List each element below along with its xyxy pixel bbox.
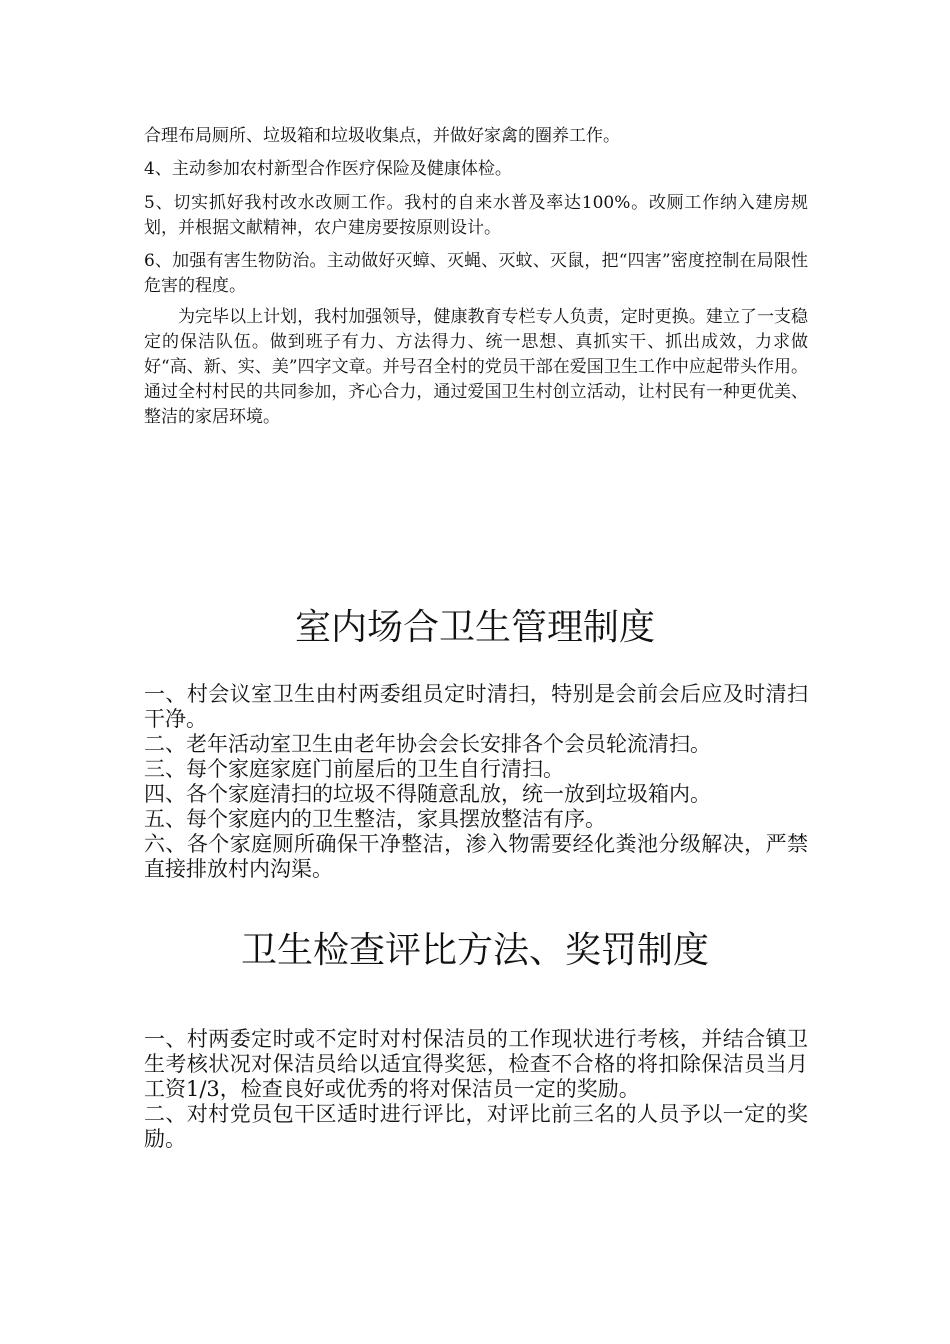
rule-item-3: 三、每个家庭家庭门前屋后的卫生自行清扫。: [144, 757, 564, 781]
rule-item-1: 一、村会议室卫生由村两委组员定时清扫，特别是会前会后应及时清扫干净。: [144, 682, 808, 731]
rule-item-6: 六、各个家庭厕所确保干净整洁，渗入物需要经化粪池分级解决，严禁直接排放村内沟渠。: [144, 832, 808, 881]
intro-item-6: 6、加强有害生物防治。主动做好灭蟑、灭蝇、灭蚊、灭鼠，把“四害”密度控制在局限性危害的程度。: [144, 251, 808, 296]
intro-paragraph-1: 合理布局厕所、垃圾箱和垃圾收集点，并做好家禽的圈养工作。: [144, 126, 620, 146]
intro-summary-paragraph: 为完毕以上计划，我村加强领导，健康教育专栏专人负责，定时更换。建立了一支稳定的保洁队伍。做到班子有力、方法得力、统一思想、真抓实干、抓出成效，力求做好“高、新、实、美”四字文章。并号召全村的党员干部在爱国卫生工作中应起带头作用。通过全村村民的共同参加，齐心合力，通过爱国卫生村创立活动，让村民有一种更优美、整洁的家居环境。: [144, 307, 808, 427]
intro-item-5: 5、切实抓好我村改水改厕工作。我村的自来水普及率达100%。改厕工作纳入建房规划，并根据文献精神，农户建房要按原则设计。: [144, 193, 808, 238]
section-title-indoor-hygiene: 室内场合卫生管理制度: [294, 607, 655, 648]
reward-item-2: 二、对村党员包干区适时进行评比，对评比前三名的人员予以一定的奖励。: [144, 1102, 808, 1151]
intro-item-4: 4、主动参加农村新型合作医疗保险及健康体检。: [144, 159, 512, 179]
section-title-inspection-rewards: 卫生检查评比方法、奖罚制度: [240, 930, 709, 971]
reward-item-1: 一、村两委定时或不定时对村保洁员的工作现状进行考核，并结合镇卫生考核状况对保洁员给以适宜得奖惩，检查不合格的将扣除保洁员当月工资1/3，检查良好或优秀的将对保洁员一定的奖励。: [144, 1027, 808, 1101]
inspection-rewards-rules: [144, 1027, 808, 1152]
rule-item-5: 五、每个家庭内的卫生整洁，家具摆放整洁有序。: [144, 807, 606, 831]
rule-item-4: 四、各个家庭清扫的垃圾不得随意乱放，统一放到垃圾箱内。: [144, 782, 711, 806]
intro-section: [144, 124, 808, 430]
rule-item-2: 二、老年活动室卫生由老年协会会长安排各个会员轮流清扫。: [144, 732, 711, 756]
indoor-hygiene-rules: [144, 682, 808, 882]
